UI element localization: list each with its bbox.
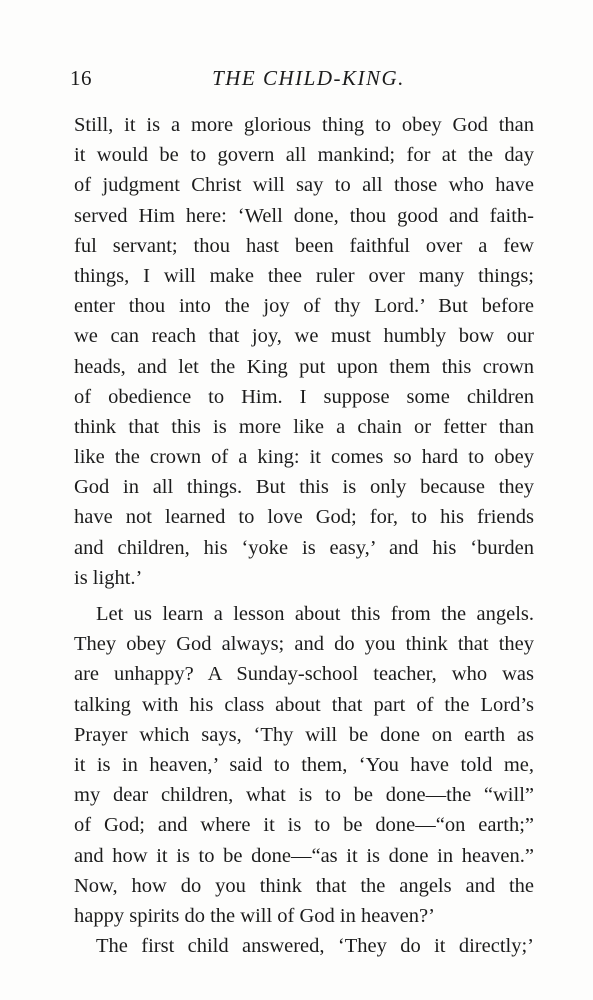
text-line: The first child answered, ‘They do it directly;’ (96, 935, 534, 958)
text-line: of God; and where it is to be done—“on earth;” (74, 814, 534, 837)
text-line: things, I will make thee ruler over many things; (74, 264, 534, 287)
text-line: of obedience to Him. I suppose some children (74, 385, 534, 408)
paragraph-2 (74, 599, 534, 931)
text-line: Let us learn a lesson about this from the angels. (96, 603, 534, 625)
text-line: Now, how do you think that the angels and the (74, 874, 534, 897)
running-title: THE CHILD-KING. (212, 66, 405, 90)
text-line: and how it is to be done—“as it is done in heaven.” (74, 844, 534, 867)
text-line: heads, and let the King put upon them this crown (74, 355, 534, 378)
text-line: my dear children, what is to be done—the “will” (74, 784, 534, 807)
text-line: are unhappy? A Sunday-school teacher, who was (74, 663, 534, 686)
text-line: God in all things. But this is only because they (74, 476, 534, 499)
text-line: They obey God always; and do you think that they (74, 633, 534, 656)
text-line: served Him here: ‘Well done, thou good and faith- (74, 204, 534, 227)
text-line: like the crown of a king: it comes so hard to obey (74, 446, 534, 469)
page-header (70, 66, 535, 92)
text-line: it is in heaven,’ said to them, ‘You have told me, (74, 753, 534, 776)
text-line: and children, his ‘yoke is easy,’ and his ‘burden (74, 536, 534, 559)
text-line: ful servant; thou hast been faithful over a few (74, 234, 534, 257)
text-line: think that this is more like a chain or fetter than (74, 415, 534, 438)
text-line: is light.’ (74, 566, 143, 589)
text-line: we can reach that joy, we must humbly bow our (74, 325, 534, 348)
paragraph-1 (74, 110, 534, 593)
paragraph-3 (74, 931, 534, 961)
text-line: it would be to govern all mankind; for at the day (74, 144, 534, 167)
text-line: Prayer which says, ‘Thy will be done on earth as (74, 723, 534, 746)
text-line: of judgment Christ will say to all those who have (74, 174, 534, 197)
text-line: enter thou into the joy of thy Lord.’ But before (74, 295, 534, 318)
text-line: talking with his class about that part of the Lord’s (74, 693, 534, 716)
text-line: have not learned to love God; for, to his friends (74, 506, 534, 529)
body-text (74, 110, 534, 961)
text-line: happy spirits do the will of God in heaven?’ (74, 904, 435, 927)
text-line: Still, it is a more glorious thing to obey God than (74, 114, 534, 136)
page-number: 16 (70, 66, 92, 90)
